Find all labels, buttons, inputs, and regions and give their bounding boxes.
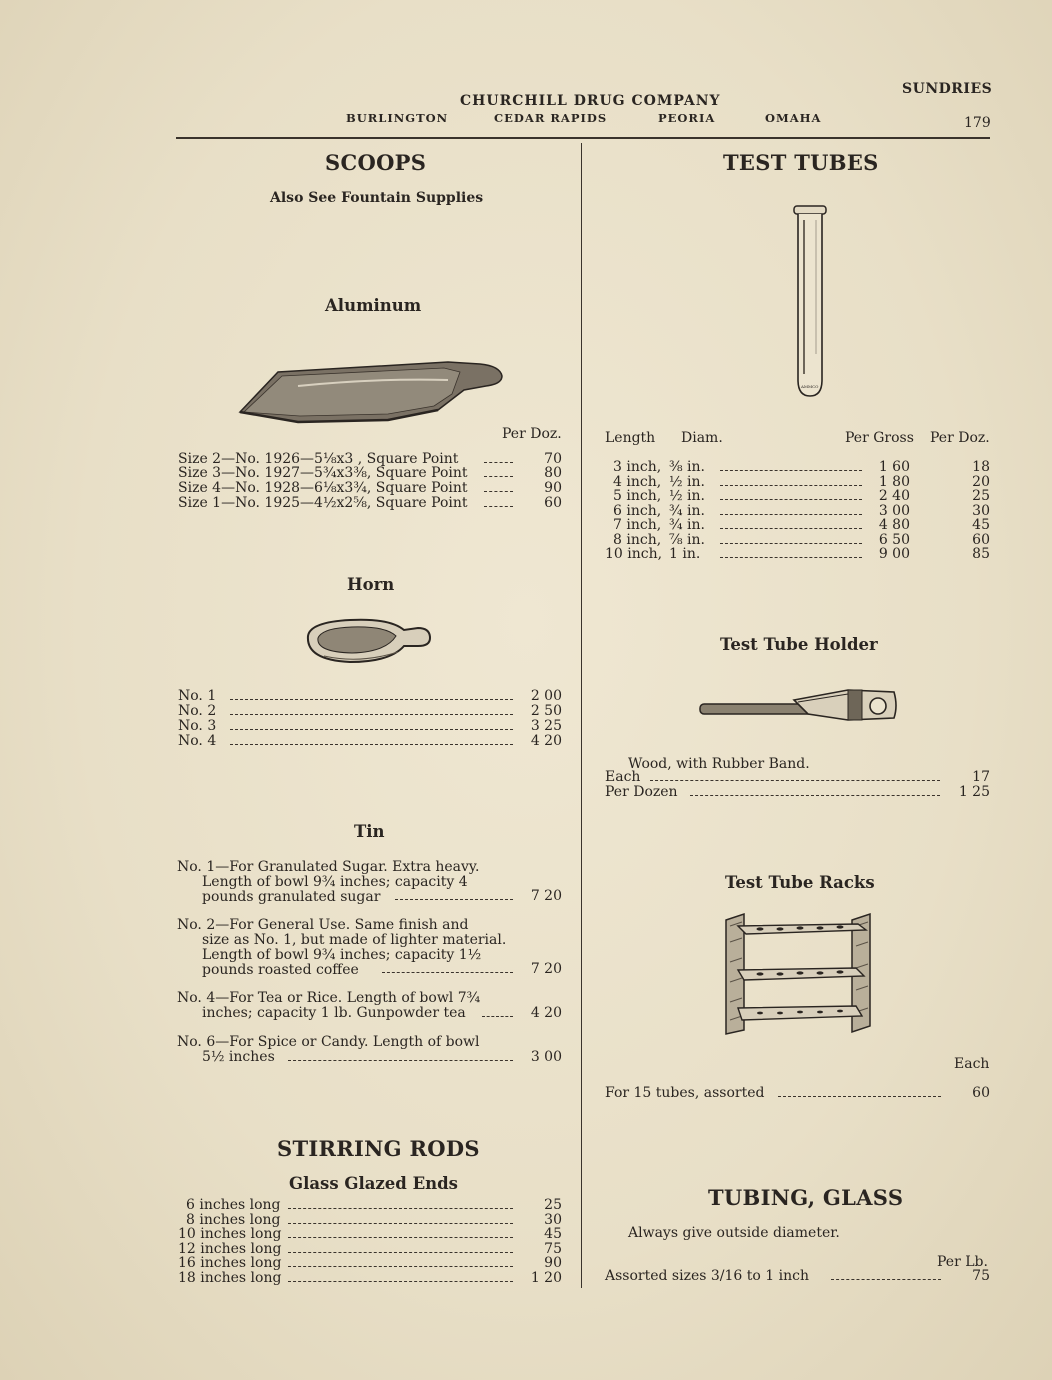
price: 90: [544, 1255, 562, 1271]
tube-diam: ½ in.: [669, 474, 705, 490]
dot-leader: [482, 1016, 513, 1017]
tube-diam: ¾ in.: [669, 503, 705, 519]
dot-leader: [484, 462, 513, 463]
price: 2 00: [530, 688, 562, 704]
tube-length: 4 inch,: [613, 474, 662, 490]
dot-leader: [288, 1266, 513, 1267]
item-text: 5½ inches: [202, 1049, 275, 1065]
tube-length: 5 inch,: [613, 488, 662, 504]
dot-leader: [720, 499, 862, 500]
price: 4 20: [530, 1005, 562, 1021]
col-header-diam: Diam.: [681, 430, 723, 446]
table-row: No. 1: [178, 688, 217, 704]
holder-desc: Wood, with Rubber Band.: [628, 756, 810, 772]
table-row: Size 1—No. 1925—4½x2⅝, Square Point: [178, 495, 468, 511]
dot-leader: [720, 485, 862, 486]
horn-scoop-icon: [300, 616, 434, 666]
price: 3 00: [530, 1049, 562, 1065]
price: 30: [544, 1212, 562, 1228]
price-gross: 1 80: [878, 474, 910, 490]
tube-length: 3 inch,: [613, 459, 662, 475]
price-doz: 85: [972, 546, 990, 562]
section-title: SUNDRIES: [902, 81, 993, 97]
item-text: size as No. 1, but made of lighter material.: [202, 932, 507, 948]
dot-leader: [230, 729, 513, 730]
table-row: For 15 tubes, assorted: [605, 1085, 765, 1101]
tube-length: 6 inch,: [613, 503, 662, 519]
dot-leader: [288, 1223, 513, 1224]
table-row: Size 2—No. 1926—5⅛x3 , Square Point: [178, 451, 459, 467]
price-gross: 3 00: [878, 503, 910, 519]
price-gross: 6 50: [878, 532, 910, 548]
item-text: inches; capacity 1 lb. Gunpowder tea: [202, 1005, 466, 1021]
tube-length: 10 inch,: [605, 546, 663, 562]
dot-leader: [288, 1237, 513, 1238]
dot-leader: [382, 972, 513, 973]
aluminum-scoop-icon: [238, 346, 506, 426]
dot-leader: [720, 514, 862, 515]
aluminum-col-header: Per Doz.: [502, 426, 562, 442]
column-divider: [581, 143, 582, 1288]
city-cedar-rapids: CEDAR RAPIDS: [494, 111, 608, 125]
holder-title: Test Tube Holder: [720, 635, 878, 654]
test-tubes-title: TEST TUBES: [723, 150, 879, 175]
tubing-title: TUBING, GLASS: [708, 1185, 904, 1210]
dot-leader: [720, 557, 862, 558]
col-header-per-gross: Per Gross: [845, 430, 914, 446]
scoops-title: SCOOPS: [325, 150, 427, 175]
table-row: 10 inches long: [178, 1226, 282, 1242]
company-name: CHURCHILL DRUG COMPANY: [460, 93, 721, 109]
item-text: pounds roasted coffee: [202, 962, 359, 978]
price: 90: [544, 480, 562, 496]
tube-diam: ⅜ in.: [669, 459, 705, 475]
table-row: 8 inches long: [186, 1212, 281, 1228]
dot-leader: [288, 1208, 513, 1209]
dot-leader: [230, 699, 513, 700]
price: 45: [544, 1226, 562, 1242]
table-row: 6 inches long: [186, 1197, 281, 1213]
dot-leader: [720, 528, 862, 529]
test-tube-rack-icon: [718, 912, 878, 1038]
table-row: 12 inches long: [178, 1241, 282, 1257]
price-gross: 4 80: [878, 517, 910, 533]
table-row: No. 2: [178, 703, 217, 719]
dot-leader: [230, 744, 513, 745]
test-tube-icon: [790, 204, 830, 400]
price-doz: 30: [972, 503, 990, 519]
dot-leader: [484, 476, 513, 477]
tube-diam: 1 in.: [669, 546, 701, 562]
item-text: Length of bowl 9¾ inches; capacity 4: [202, 874, 468, 890]
tubing-note: Always give outside diameter.: [628, 1225, 840, 1241]
price-doz: 60: [972, 532, 990, 548]
table-row: Size 4—No. 1928—6⅛x3¾, Square Point: [178, 480, 468, 496]
price: 60: [544, 495, 562, 511]
scoops-note: Also See Fountain Supplies: [270, 190, 484, 206]
dot-leader: [288, 1281, 513, 1282]
price: 25: [544, 1197, 562, 1213]
tubing-col-header: Per Lb.: [937, 1254, 988, 1270]
tube-length: 7 inch,: [613, 517, 662, 533]
dot-leader: [690, 795, 940, 796]
horn-title: Horn: [347, 575, 395, 594]
dot-leader: [484, 491, 513, 492]
tube-diam: ½ in.: [669, 488, 705, 504]
table-row: Size 3—No. 1927—5¾x3⅜, Square Point: [178, 465, 468, 481]
price: 75: [544, 1241, 562, 1257]
price: 3 25: [530, 718, 562, 734]
price-gross: 1 60: [878, 459, 910, 475]
item-text: pounds granulated sugar: [202, 889, 381, 905]
table-row: No. 4: [178, 733, 217, 749]
table-row: Each: [605, 769, 641, 785]
table-row: Assorted sizes 3/16 to 1 inch: [605, 1268, 809, 1284]
col-header-per-doz: Per Doz.: [930, 430, 990, 446]
price-doz: 18: [972, 459, 990, 475]
svg-text:AMMCO: AMMCO: [801, 384, 819, 389]
city-omaha: OMAHA: [765, 111, 822, 125]
price-gross: 9 00: [878, 546, 910, 562]
price: 70: [544, 451, 562, 467]
table-row: 18 inches long: [178, 1270, 282, 1286]
dot-leader: [650, 780, 940, 781]
city-peoria: PEORIA: [658, 111, 716, 125]
price: 75: [972, 1268, 990, 1284]
price: 17: [972, 769, 990, 785]
dot-leader: [778, 1096, 941, 1097]
price: 1 25: [958, 784, 990, 800]
item-text: No. 4—For Tea or Rice. Length of bowl 7¾: [177, 990, 481, 1006]
tube-length: 8 inch,: [613, 532, 662, 548]
tin-item-4: [177, 991, 480, 1021]
price-gross: 2 40: [878, 488, 910, 504]
dot-leader: [831, 1279, 941, 1280]
item-text: No. 1—For Granulated Sugar. Extra heavy.: [177, 859, 480, 875]
racks-col-header: Each: [954, 1056, 990, 1072]
aluminum-title: Aluminum: [325, 296, 422, 315]
price: 2 50: [530, 703, 562, 719]
header-rule: [176, 137, 990, 139]
price-doz: 45: [972, 517, 990, 533]
dot-leader: [230, 714, 513, 715]
price: 7 20: [530, 888, 562, 904]
page-number: 179: [964, 115, 991, 131]
price-doz: 20: [972, 474, 990, 490]
dot-leader: [720, 543, 862, 544]
price: 80: [544, 465, 562, 481]
price: 7 20: [530, 961, 562, 977]
table-row: Per Dozen: [605, 784, 678, 800]
tin-title: Tin: [354, 822, 385, 841]
test-tube-holder-icon: [698, 686, 898, 726]
price: 1 20: [530, 1270, 562, 1286]
dot-leader: [484, 506, 513, 507]
tube-diam: ¾ in.: [669, 517, 705, 533]
price-doz: 25: [972, 488, 990, 504]
table-row: No. 3: [178, 718, 217, 734]
price: 60: [972, 1085, 990, 1101]
table-row: 16 inches long: [178, 1255, 282, 1271]
item-text: No. 2—For General Use. Same finish and: [177, 917, 469, 933]
tin-item-2: [177, 918, 506, 978]
tube-diam: ⅞ in.: [669, 532, 705, 548]
stirring-rods-subtitle: Glass Glazed Ends: [289, 1174, 458, 1193]
col-header-length: Length: [605, 430, 656, 446]
item-text: Length of bowl 9¾ inches; capacity 1½: [202, 947, 482, 963]
dot-leader: [288, 1252, 513, 1253]
racks-title: Test Tube Racks: [725, 873, 875, 892]
stirring-rods-title: STIRRING RODS: [277, 1136, 480, 1161]
item-text: No. 6—For Spice or Candy. Length of bowl: [177, 1034, 480, 1050]
price: 4 20: [530, 733, 562, 749]
city-burlington: BURLINGTON: [346, 111, 449, 125]
dot-leader: [720, 470, 862, 471]
dot-leader: [288, 1060, 513, 1061]
dot-leader: [395, 899, 513, 900]
